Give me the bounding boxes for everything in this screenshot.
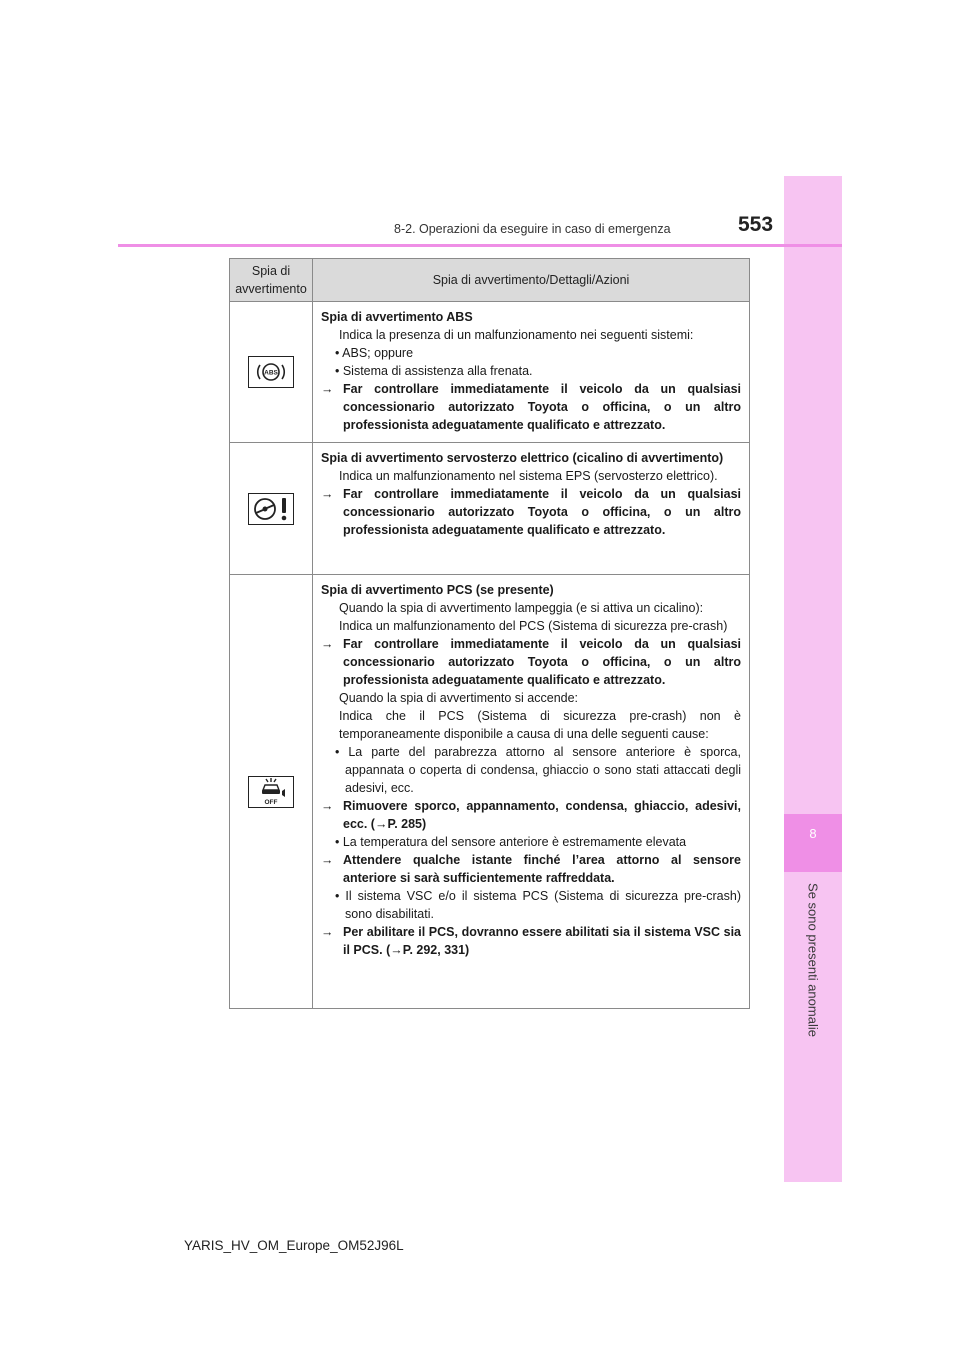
- abs-desc: Indica la presenza di un malfunzionamento nei seguenti sistemi:: [339, 328, 694, 342]
- col-header-light: Spia di avvertimento: [230, 259, 313, 302]
- pcs-action: [321, 797, 741, 833]
- document-code: YARIS_HV_OM_Europe_OM52J96L: [184, 1238, 404, 1253]
- icon-cell: [230, 575, 313, 1009]
- pcs-on-desc: Indica che il PCS (Sistema di sicurezza pre-crash) non è temporaneamente disponibile a causa di una delle seguenti cause:: [339, 709, 741, 741]
- eps-action: [321, 485, 741, 539]
- table-row: [230, 302, 750, 443]
- chapter-title: Se sono presenti anomalie: [805, 883, 821, 1037]
- pcs-blink-desc: Indica un malfunzionamento del PCS (Sistema di sicurezza pre-crash): [339, 619, 728, 633]
- pcs-on-intro: Quando la spia di avvertimento si accende:: [339, 691, 579, 705]
- steering-warning-icon: [248, 493, 294, 525]
- pcs-bullet: • Il sistema VSC e/o il sistema PCS (Sistema di sicurezza pre-crash) sono disabilitati.: [335, 889, 741, 921]
- pcs-action-text: Rimuovere sporco, appannamento, condensa, ghiaccio, adesivi, ecc. (→P. 285): [343, 799, 741, 831]
- pcs-off-icon: [248, 776, 294, 808]
- icon-cell: [230, 302, 313, 443]
- table-row: [230, 575, 750, 1009]
- arrow-icon: →: [321, 487, 334, 501]
- arrow-icon: →: [321, 853, 334, 867]
- arrow-icon: →: [321, 382, 334, 396]
- pcs-title: Spia di avvertimento PCS (se presente): [321, 583, 554, 597]
- pcs-icon-text: OFF: [264, 798, 278, 806]
- section-title: 8-2. Operazioni da eseguire in caso di emergenza: [394, 222, 671, 236]
- col-header-details: Spia di avvertimento/Dettagli/Azioni: [313, 259, 750, 302]
- page-number: 553: [738, 213, 774, 236]
- abs-action-text: Far controllare immediatamente il veicolo da un qualsiasi concessionario autorizzato Toyota o officina, o un altro professionista adeguatamente qualificato e attrezzato.: [343, 382, 741, 432]
- warning-lights-table: [229, 258, 750, 1009]
- chapter-number: 8: [809, 826, 817, 841]
- eps-action-text: Far controllare immediatamente il veicolo da un qualsiasi concessionario autorizzato Toyota o officina, o un altro professionista adeguatamente qualificato e attrezzato.: [343, 487, 741, 537]
- arrow-icon: →: [321, 925, 334, 939]
- abs-details: [313, 302, 750, 443]
- arrow-icon: →: [321, 637, 334, 651]
- pcs-action: [321, 851, 741, 887]
- header-rule: [118, 244, 842, 247]
- abs-bullet: • ABS; oppure: [335, 346, 414, 360]
- pcs-action-text: Attendere qualche istante finché l’area attorno al sensore anteriore si sarà sufficientemente raffreddata.: [343, 853, 741, 885]
- pcs-action: [321, 923, 741, 959]
- pcs-bullet: • La parte del parabrezza attorno al sensore anteriore è sporca, appannata o coperta di condensa, ghiaccio o sono stati attaccati degli adesivi, ecc.: [335, 745, 741, 795]
- abs-bullet: • Sistema di assistenza alla frenata.: [335, 364, 533, 378]
- abs-icon-text: ABS: [264, 369, 278, 377]
- pcs-bullet: • La temperatura del sensore anteriore è estremamente elevata: [335, 835, 687, 849]
- eps-details: [313, 443, 750, 575]
- abs-warning-icon: [248, 356, 294, 388]
- eps-desc: Indica un malfunzionamento nel sistema EPS (servosterzo elettrico).: [339, 469, 718, 483]
- pcs-action-text: Per abilitare il PCS, dovranno essere abilitati sia il sistema VSC sia il PCS. (→P. 292, 331): [343, 925, 741, 957]
- abs-title: Spia di avvertimento ABS: [321, 310, 473, 324]
- table-row: [230, 443, 750, 575]
- pcs-action: [321, 635, 741, 689]
- arrow-icon: →: [321, 799, 334, 813]
- pcs-blink-intro: Quando la spia di avvertimento lampeggia (e si attiva un cicalino):: [339, 601, 704, 615]
- icon-cell: [230, 443, 313, 575]
- chapter-tab-active: [784, 814, 842, 872]
- pcs-action-text: Far controllare immediatamente il veicolo da un qualsiasi concessionario autorizzato Toyota o officina, o un altro professionista adeguatamente qualificato e attrezzato.: [343, 637, 741, 687]
- abs-action: [321, 380, 741, 434]
- pcs-details: [313, 575, 750, 1009]
- eps-title: Spia di avvertimento servosterzo elettrico (cicalino di avvertimento): [321, 451, 724, 465]
- table-header-row: [230, 259, 750, 302]
